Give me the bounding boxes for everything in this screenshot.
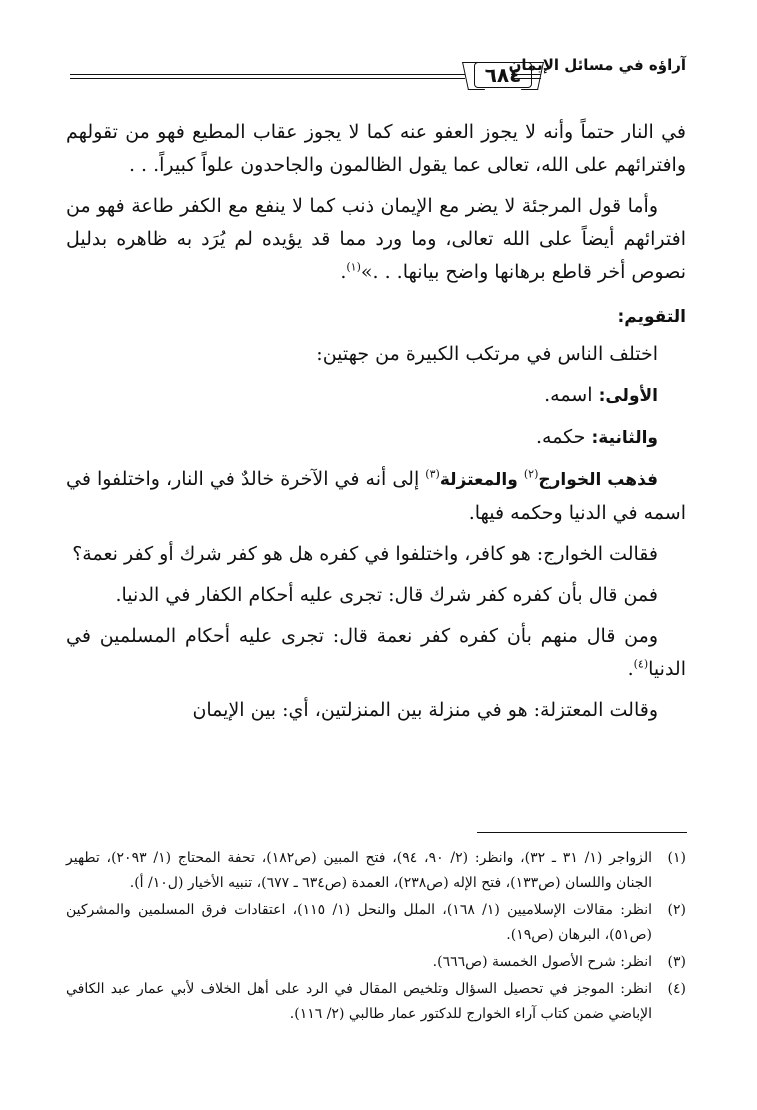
running-title: آراؤه في مسائل الإيمان (508, 56, 686, 74)
footnote-ref-4[interactable]: (٤) (633, 657, 649, 671)
footnote-text: انظر: الموجز في تحصيل السؤال وتلخيص المقال في الرد على أهل الخلاف لأبي عمار عبد الكافي الإباضي ضمن كتاب آراء الخوارج للدكتور عمار طالبي (٢/ ١١٦). (66, 981, 652, 1022)
footnote-text: انظر: مقالات الإسلاميين (١/ ١٦٨)، الملل والنحل (١/ ١١٥)، اعتقادات فرق المسلمين والمشركين (ص٥١)، البرهان (ص١٩). (66, 902, 652, 943)
paragraph-1: في النار حتماً وأنه لا يجوز العفو عنه كما لا يجوز عقاب المطيع فهو من تقولهم وافترائهم على الله، تعالى عما يقول الظالمون والجاحدون علواً كبيراً. . . (66, 121, 686, 176)
footnote-item (66, 950, 686, 975)
paragraph-8: فمن قال بأن كفره كفر شرك قال: تجرى عليه أحكام الكفار في الدنيا. (115, 584, 658, 606)
header-rule (70, 78, 465, 79)
footnote-number: (٣) (667, 954, 686, 970)
footnote-number: (٢) (667, 902, 686, 918)
paragraph-second: والثانية: حكمه. (535, 426, 658, 448)
paragraph-first: الأولى: اسمه. (544, 384, 658, 406)
paragraph-khawarij-mutazila: فذهب الخوارج$^{(٢)}$ والمعتزلة$^{(٣)}$ إلى أنه في الآخرة خالدٌ في النار، واختلفوا في اسمه في الدنيا وحكمه فيها. (66, 467, 686, 524)
paragraph-3: اختلف الناس في مرتكب الكبيرة من جهتين: (316, 343, 658, 365)
paragraph-2: وأما قول المرجئة لا يضر مع الإيمان ذنب كما لا ينفع مع الكفر طاعة فهو من افترائهم أيضاً على الله تعالى، وما ورد مما قد يؤيده لم يُرَد به ظاهره بدليل نصوص أخر قاطع برهانها واضح بيانها. . .»$^{(١)}$. (66, 195, 686, 283)
footnotes (66, 846, 686, 1029)
footnote-item (66, 977, 686, 1027)
paragraph-9: ومن قال منهم بأن كفره كفر نعمة قال: تجرى عليه أحكام المسلمين في الدنيا$^{(٤)}$. (66, 625, 686, 680)
paragraph-7: فقالت الخوارج: هو كافر، واختلفوا في كفره هل هو كفر شرك أو كفر نعمة؟ (72, 543, 658, 565)
footnote-divider (477, 832, 687, 833)
footnote-item (66, 846, 686, 896)
paragraph-10: وقالت المعتزلة: هو في منزلة بين المنزلتين، أي: بين الإيمان (192, 699, 658, 721)
section-heading: التقويم: (617, 307, 686, 327)
footnote-text: الزواجر (١/ ٣١ ـ ٣٢)، وانظر: (٢/ ٩٠، ٩٤)، فتح المبين (ص١٨٢)، تحفة المحتاج (١/ ٢٠٩٣)، تطهير الجنان واللسان (ص١٣٣)، فتح الإله (ص٢٣٨)، العمدة (ص٦٣٤ ـ ٦٧٧)، تنبيه الأخيار (ل١٠/ أ). (66, 850, 652, 891)
footnote-item (66, 898, 686, 948)
footnote-ref-3[interactable]: (٣) (425, 467, 440, 481)
header-rule (70, 74, 465, 75)
page-header (70, 52, 686, 96)
footnote-number: (٤) (667, 981, 686, 997)
page-number-frame (465, 60, 541, 90)
page-number: ٦٨٤ (474, 62, 533, 88)
footnote-number: (١) (667, 850, 686, 866)
footnote-ref-2[interactable]: (٢) (523, 467, 539, 481)
footnote-text: انظر: شرح الأصول الخمسة (ص٦٦٦). (432, 954, 652, 970)
footnote-ref-1[interactable]: (١) (346, 260, 361, 274)
main-text (66, 116, 686, 735)
